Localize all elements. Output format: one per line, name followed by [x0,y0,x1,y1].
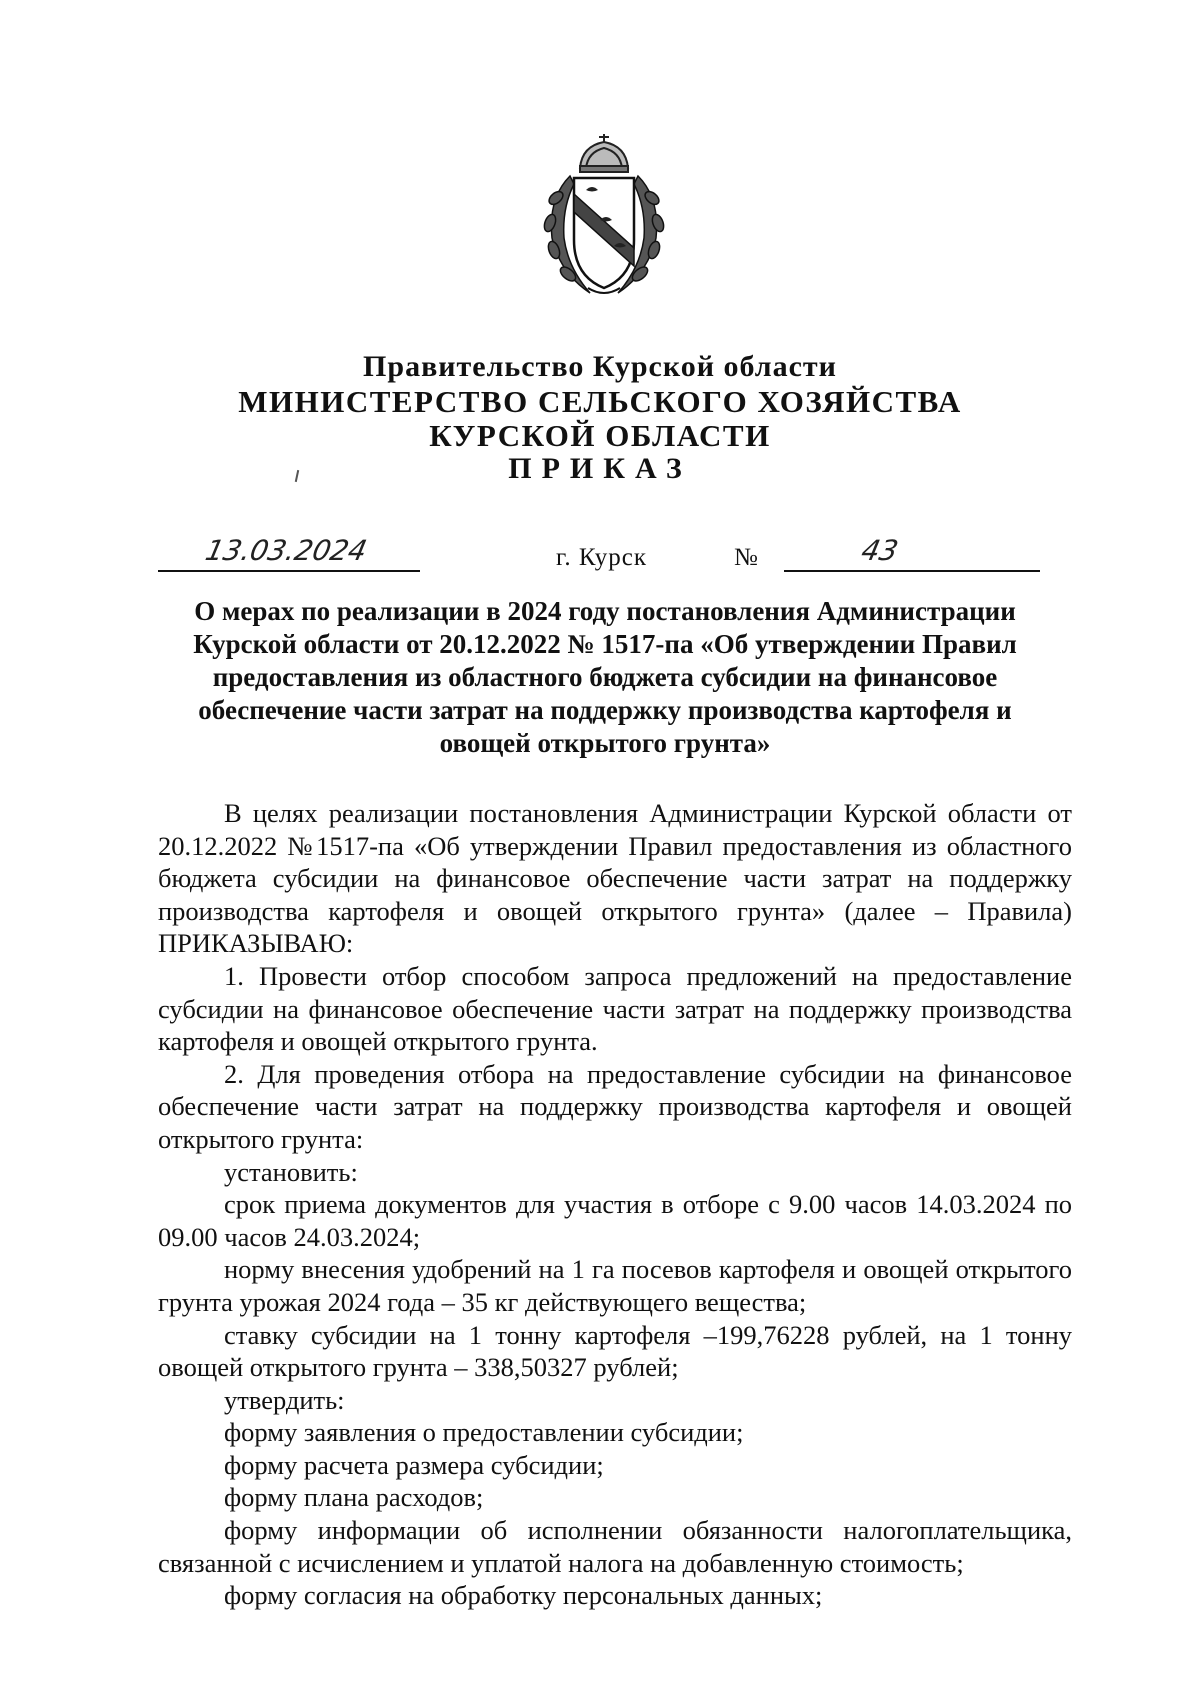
number-blank [784,534,1040,572]
paragraph-form-vat-info: форму информации об исполнении обязанности налогоплательщика, связанной с исчислением и уплатой налога на добавленную стоимость; [158,1515,1072,1578]
paragraph-form-calculation: форму расчета размера субсидии; [224,1449,604,1480]
paragraph-item-2: 2. Для проведения отбора на предоставление субсидии на финансовое обеспечение части затрат на поддержку производства картофеля и овощей открытого грунта: [158,1058,1072,1154]
paragraph-form-expense-plan: форму плана расходов; [224,1482,484,1513]
paragraph-form-application: форму заявления о предоставлении субсидии; [224,1417,744,1448]
paragraph-item-1: 1. Провести отбор способом запроса предложений на предоставление субсидии на финансовое обеспечение части затрат на поддержку производства картофеля и овощей открытого грунта. [158,960,1072,1057]
handwritten-number: 43 [858,534,902,567]
paragraph-preamble: В целях реализации постановления Администрации Курской области от 20.12.2022 №1517-па «Об утверждении Правил предоставления из областного бюджета субсидии на финансовое обеспечение части затрат на поддержку производства картофеля и овощей открытого грунта» (далее – Правила) ПРИКАЗЫВАЮ: [158,798,1072,959]
date-blank [158,534,420,572]
document-type: ПРИКАЗ [508,452,692,485]
paragraph-deadline: срок приема документов для участия в отборе с 9.00 часов 14.03.2024 по 09.00 часов 24.03.2024; [158,1189,1072,1252]
paragraph-fertilizer-norm: норму внесения удобрений на 1 га посевов картофеля и овощей открытого грунта урожая 2024 года – 35 кг действующего вещества; [158,1254,1072,1317]
number-sign: № [734,544,758,571]
kursk-coat-of-arms-icon [530,128,678,300]
ministry-name-line2: КУРСКОЙ ОБЛАСТИ [429,418,771,453]
dateline [0,534,1200,580]
handwritten-date: 13.03.2024 [202,534,370,567]
city: г. Курск [556,544,647,571]
ministry-name-line1: МИНИСТЕРСТВО СЕЛЬСКОГО ХОЗЯЙСТВА [238,384,962,419]
paragraph-establish: установить: [224,1156,358,1187]
paragraph-approve: утвердить: [224,1384,345,1415]
government-name: Правительство Курской области [363,350,837,383]
order-body [158,797,1072,1612]
paragraph-form-consent: форму согласия на обработку персональных данных; [224,1580,823,1611]
paragraph-subsidy-rate: ставку субсидии на 1 тонну картофеля –199,76228 рублей, на 1 тонну овощей открытого грунта – 338,50327 рублей; [158,1319,1072,1383]
order-title: О мерах по реализации в 2024 году постановления Администрации Курской области от 20.12.2022 № 1517-па «Об утверждении Правил предоставления из областного бюджета субсидии на финансовое обеспечение части затрат на поддержку производства картофеля и овощей открытого грунта» [193,596,1017,758]
